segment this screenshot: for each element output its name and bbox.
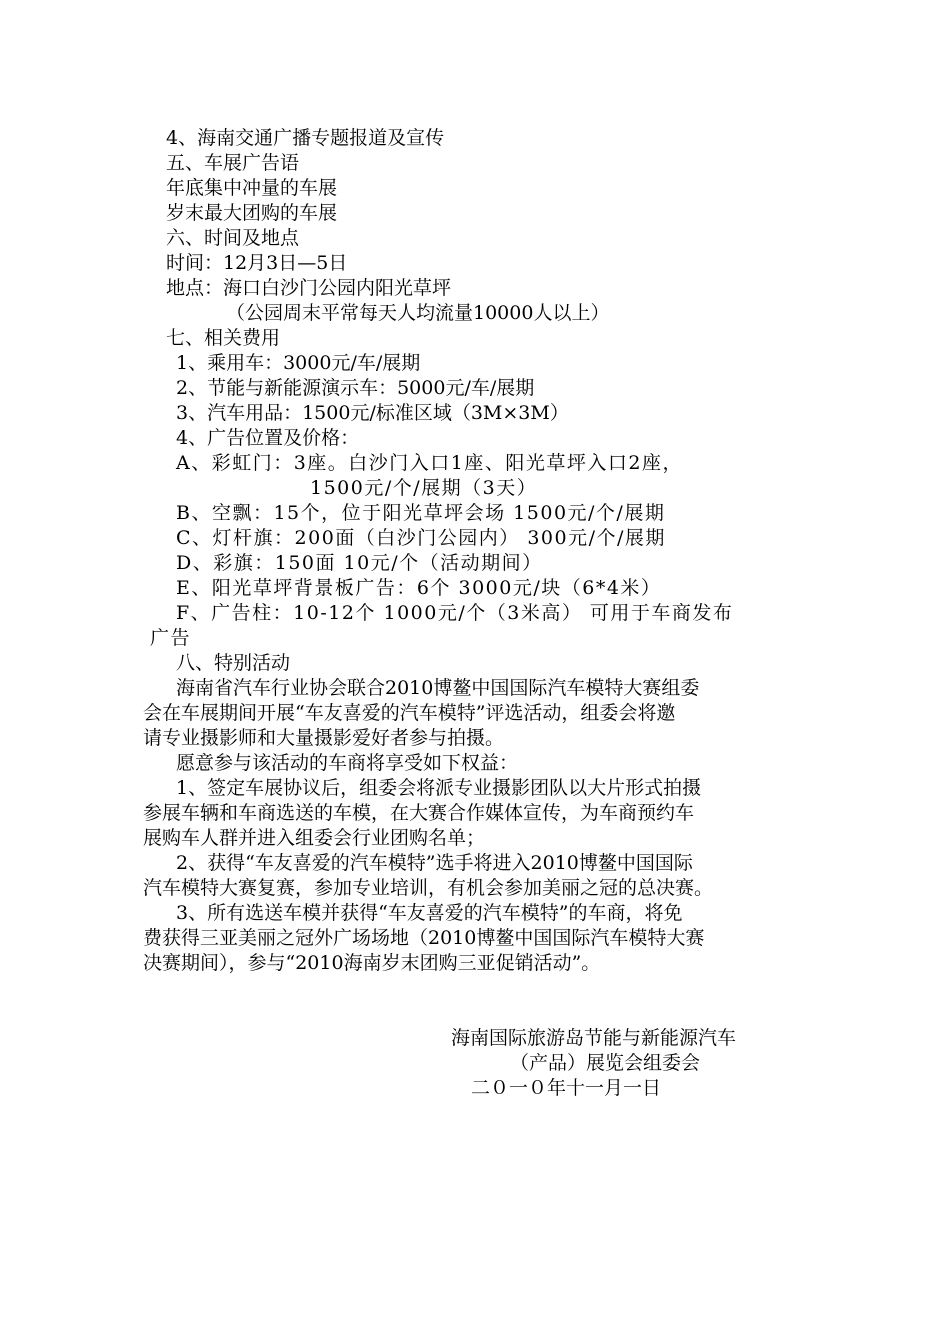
slogan-2: 岁末最大团购的车展 xyxy=(166,202,338,224)
benefit-1-line-2: 参展车辆和车商选送的车模，在大赛合作媒体宣传，为车商预约车 xyxy=(143,802,695,824)
fee-item-4: 4、广告位置及价格： xyxy=(176,427,360,449)
ad-item-f: F、广告柱：10-12个 1000元/个（3米高） 可用于车商发布 xyxy=(176,602,734,624)
signature-org-line-1: 海南国际旅游岛节能与新能源汽车 xyxy=(451,1027,737,1049)
section-4-item-4: 4、海南交通广播专题报道及宣传 xyxy=(166,127,445,149)
ad-item-b: B、空飘：15个，位于阳光草坪会场 1500元/个/展期 xyxy=(176,502,666,524)
section-6-heading: 六、时间及地点 xyxy=(166,227,300,249)
fee-item-1: 1、乘用车：3000元/车/展期 xyxy=(176,352,421,374)
activity-intro-line-1: 海南省汽车行业协会联合2010博鳌中国国际汽车模特大赛组委 xyxy=(176,677,700,699)
ad-item-c: C、灯杆旗：200面（白沙门公园内） 300元/个/展期 xyxy=(176,527,666,549)
fee-item-3: 3、汽车用品：1500元/标准区域（3M×3M） xyxy=(176,402,569,424)
benefit-3-line-2: 费获得三亚美丽之冠外广场场地（2010博鳌中国国际汽车模特大赛 xyxy=(143,927,705,949)
benefits-intro: 愿意参与该活动的车商将享受如下权益： xyxy=(176,752,519,774)
event-time: 时间：12月3日—5日 xyxy=(166,252,348,274)
benefit-3-line-3: 决赛期间），参与“2010海南岁末团购三亚促销活动”。 xyxy=(143,952,601,974)
fee-item-2: 2、节能与新能源演示车：5000元/车/展期 xyxy=(176,377,535,399)
event-place: 地点：海口白沙门公园内阳光草坪 xyxy=(166,277,452,299)
ad-item-e: E、阳光草坪背景板广告：6个 3000元/块（6*4米） xyxy=(176,577,662,599)
signature-date: 二０一０年十一月一日 xyxy=(471,1077,662,1099)
ad-item-f-cont: 广告 xyxy=(150,627,192,649)
ad-item-a: A、彩虹门：3座。白沙门入口1座、阳光草坪入口2座， xyxy=(176,452,683,474)
activity-intro-line-2: 会在车展期间开展“车友喜爱的汽车模特”评选活动，组委会将邀 xyxy=(143,702,676,724)
benefit-3-line-1: 3、所有选送车模并获得“车友喜爱的汽车模特”的车商，将免 xyxy=(176,902,683,924)
benefit-2-line-2: 汽车模特大赛复赛，参加专业培训，有机会参加美丽之冠的总决赛。 xyxy=(143,877,714,899)
benefit-1-line-1: 1、签定车展协议后，组委会将派专业摄影团队以大片形式拍摄 xyxy=(176,777,702,799)
slogan-1: 年底集中冲量的车展 xyxy=(166,177,338,199)
benefit-2-line-1: 2、获得“车友喜爱的汽车模特”选手将进入2010博鳌中国国际 xyxy=(176,852,693,874)
section-8-heading: 八、特别活动 xyxy=(176,652,291,674)
section-5-heading: 五、车展广告语 xyxy=(166,152,300,174)
ad-item-d: D、彩旗：150面 10元/个（活动期间） xyxy=(176,552,543,574)
activity-intro-line-3: 请专业摄影师和大量摄影爱好者参与拍摄。 xyxy=(143,727,505,749)
benefit-1-line-3: 展购车人群并进入组委会行业团购名单； xyxy=(143,827,486,849)
ad-item-a-price: 1500元/个/展期（3天） xyxy=(310,477,538,499)
signature-org-line-2: （产品）展览会组委会 xyxy=(510,1052,701,1074)
section-7-heading: 七、相关费用 xyxy=(166,327,281,349)
event-place-note: （公园周末平常每天人均流量10000人以上） xyxy=(226,302,610,324)
